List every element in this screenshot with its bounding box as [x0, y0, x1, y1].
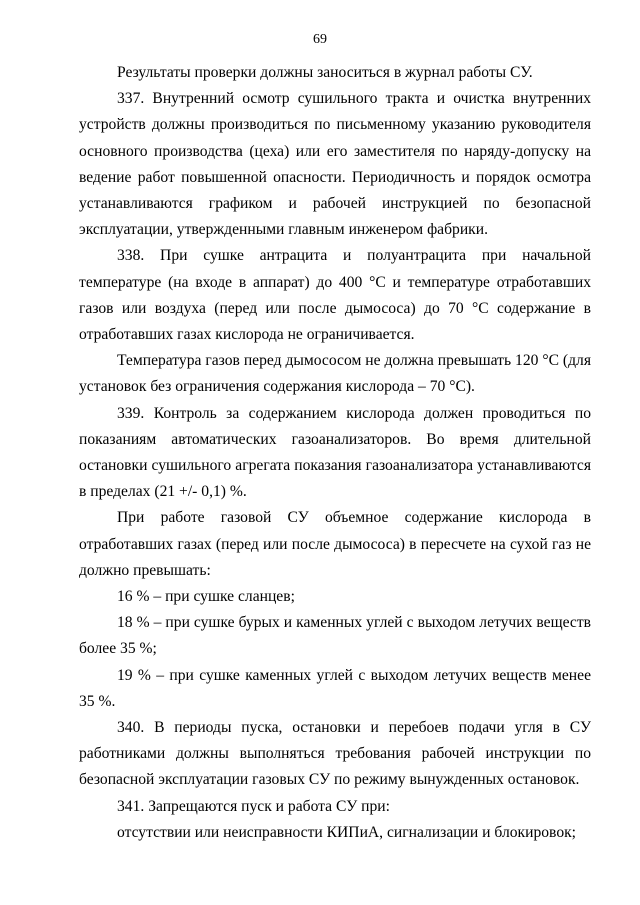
- list-item-shale: 16 % – при сушке сланцев;: [117, 588, 295, 606]
- paragraph-oxygen-content: При работе газовой СУ объемное содержание кислорода в отработавших газах (перед или после дымососа) в пересчете на сухой газ не должно превышать:: [79, 509, 591, 579]
- paragraph-gas-temperature: Температура газов перед дымососом не должна превышать 120 °С (для установок без ограничения содержания кислорода – 70 °С).: [79, 352, 591, 396]
- paragraph-340: 340. В периоды пуска, остановки и перебоев подачи угля в СУ работниками должны выполняться требования рабочей инструкции по безопасной эксплуатации газовых СУ по режиму вынужденных остановок.: [79, 719, 591, 789]
- page-body: [79, 60, 591, 846]
- list-item-hard-coal: 19 % – при сушке каменных углей с выходом летучих веществ менее 35 %.: [79, 666, 591, 710]
- page-number: 69: [313, 32, 327, 47]
- paragraph-338: 338. При сушке антрацита и полуантрацита при начальной температуре (на входе в аппарат) до 400 °С и температуре отработавших газов или воздуха (перед или после дымососа) до 70 °С содержание в отработавших газах кислорода не ограничивается.: [79, 247, 591, 344]
- list-item-brown-coal: 18 % – при сушке бурых и каменных углей с выходом летучих веществ более 35 %;: [79, 614, 591, 658]
- list-item-kipia: отсутствии или неисправности КИПиА, сигнализации и блокировок;: [117, 823, 577, 841]
- paragraph-journal-results: Результаты проверки должны заноситься в журнал работы СУ.: [117, 64, 533, 81]
- paragraph-339: 339. Контроль за содержанием кислорода должен проводиться по показаниям автоматических газоанализаторов. Во время длительной остановки сушильного агрегата показания газоанализатора устанавливаются в пределах (21 +/- 0,1) %.: [79, 404, 591, 501]
- paragraph-341: 341. Запрещаются пуск и работа СУ при:: [117, 797, 390, 815]
- paragraph-337: 337. Внутренний осмотр сушильного тракта и очистка внутренних устройств должны производиться по письменному указанию руководителя основного производства (цеха) или его заместителя по наряду-допуску на ведение работ повышенной опасности. Периодичность и порядок осмотра устанавливаются графиком и рабочей инструкцией по безопасной эксплуатации, утвержденными главным инженером фабрики.: [79, 90, 591, 239]
